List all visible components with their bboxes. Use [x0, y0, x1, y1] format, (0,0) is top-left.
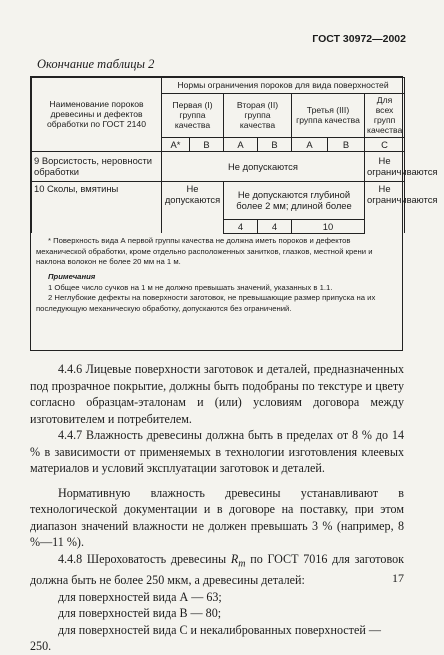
- row-value-depth: Не допускаются глубиной более 2 мм; длиной более: [224, 181, 365, 219]
- row-value-c: Не ограничиваются: [365, 151, 405, 181]
- header-group-all: Для всех групп качества: [365, 94, 405, 138]
- row-name: 9 Ворсистость, неровности обработки: [32, 151, 162, 181]
- paragraph: [30, 551, 404, 589]
- note-item: 1 Общее число сучков на 1 м не должно превышать значений, указанных в 1.1.: [48, 282, 333, 292]
- row-name: 10 Сколы, вмятины: [32, 181, 162, 233]
- length-cell: 4: [258, 219, 292, 233]
- table-continuation-title: Окончание таблицы 2: [37, 57, 155, 71]
- list-item: для поверхностей вида С и некалиброванных поверхностей — 250.: [30, 622, 381, 654]
- standard-code: ГОСТ 30972—2002: [312, 33, 406, 45]
- subheader-cell: А: [292, 137, 328, 151]
- subheader-cell: В: [328, 137, 365, 151]
- notes-heading: Примечания: [48, 271, 96, 281]
- paragraph-end: по ГОСТ 7016 для заготовок должна быть не более 250 мкм, а древесины деталей:: [30, 551, 404, 588]
- list-item: для поверхностей вида А — 63;: [58, 589, 222, 604]
- defect-norms-table: [31, 77, 438, 234]
- paragraph-start: 4.4.8 Шероховатость древесины: [58, 551, 231, 566]
- paragraph: 4.4.7 Влажность древесины должна быть в пределах от 8 % до 14 % в зависимости от применяемых в технологии изготовления клеевых материалов и условий эксплуатации заготовок и деталей.: [30, 428, 404, 475]
- roughness-subscript: m: [238, 557, 246, 569]
- roughness-symbol: R: [230, 551, 239, 566]
- header-defect-name: Наименование пороков древесины и дефектов обработки по ГОСТ 2140: [32, 78, 162, 152]
- table-footnotes: [36, 236, 398, 314]
- row-value-first-group: Не допускаются: [162, 181, 224, 233]
- subheader-cell: С: [365, 137, 405, 151]
- row-value-c: Не ограничиваются: [365, 181, 405, 233]
- body-text: [30, 361, 404, 655]
- subheader-cell: А: [224, 137, 258, 151]
- row-value: Не допускаются: [162, 151, 365, 181]
- paragraph: 4.4.6 Лицевые поверхности заготовок и деталей, предназначенных под прозрачное покрытие, должны быть подобраны по текстуре и цвету согласно образцам-эталонам и (или) условиям договора между изготовителем и потребителем.: [30, 362, 404, 426]
- header-group-1: Первая (I) группа качества: [162, 94, 224, 138]
- subheader-cell: В: [258, 137, 292, 151]
- page-number: 17: [392, 571, 404, 585]
- footnote-text: * Поверхность вида А первой группы качества не должна иметь пороков и дефектов механической обработки, кроме отдельно расположенных занитков, глазков, местной крени и наклона волокон не более 20 мм на 1 м.: [36, 236, 373, 267]
- header-norms: Нормы ограничения пороков для вида поверхностей: [162, 78, 405, 94]
- paragraph: Нормативную влажность древесины устанавливают в технологической документации и в договоре на поставку, при этом диапазон значений влажности не должен превышать 3 % (например, 8 %—11 %).: [30, 485, 404, 549]
- subheader-cell: А*: [162, 137, 190, 151]
- subheader-cell: В: [190, 137, 224, 151]
- list-item: для поверхностей вида В — 80;: [58, 606, 222, 621]
- length-cell: 4: [224, 219, 258, 233]
- note-item: 2 Неглубокие дефекты на поверхности заготовок, не превышающие размер припуска на их последующую механическую обработку, допускаются без ограничений.: [36, 293, 376, 313]
- header-group-2: Вторая (II) группа качества: [224, 94, 292, 138]
- length-cell: 10: [292, 219, 365, 233]
- header-group-3: Третья (III) группа качества: [292, 94, 365, 138]
